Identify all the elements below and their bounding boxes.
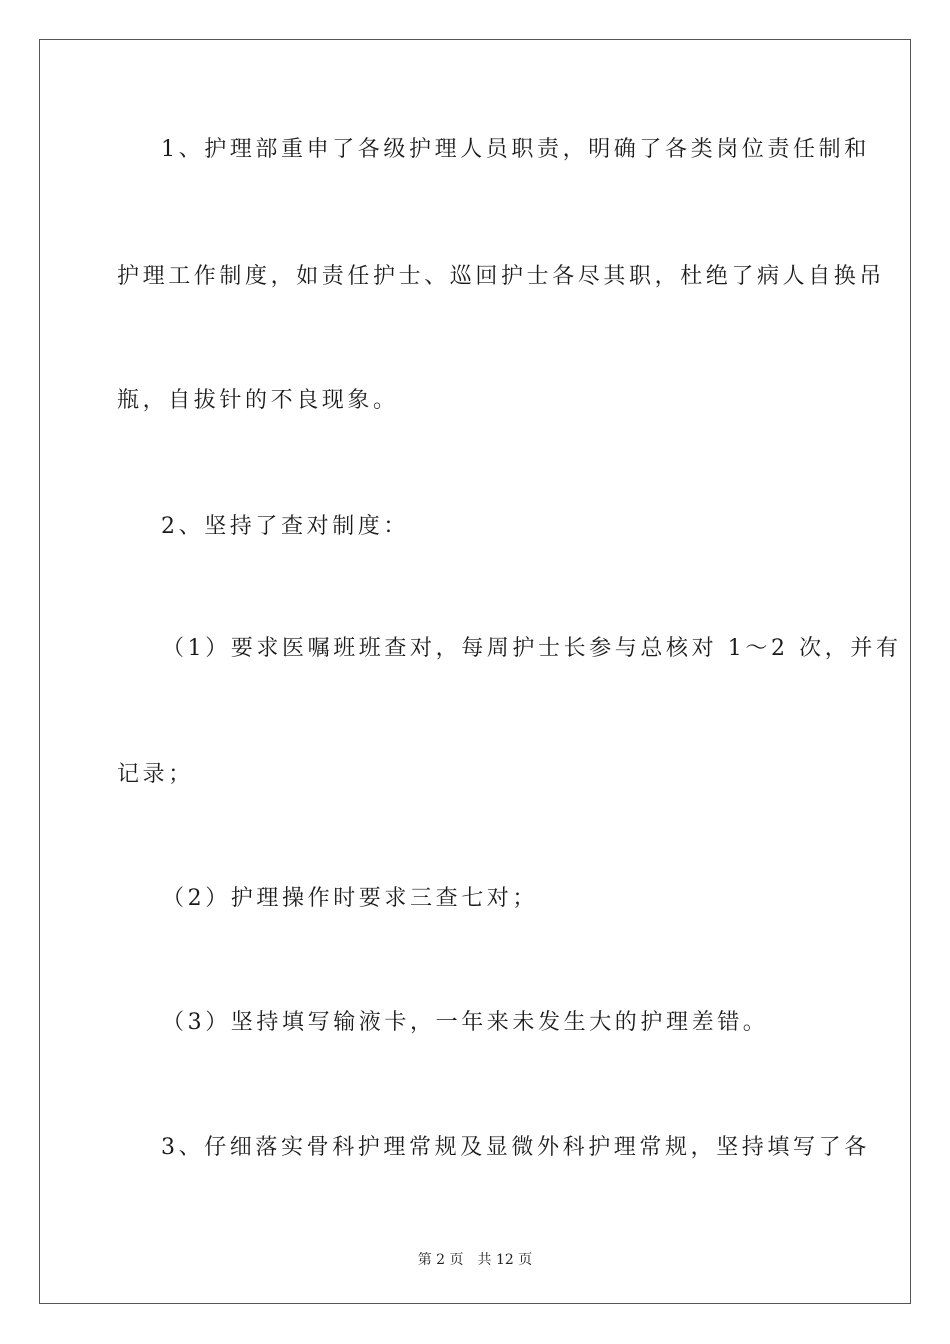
page-total: 共 12 页 (477, 1252, 533, 1268)
page-number: 第 2 页 (417, 1252, 464, 1268)
paragraph-1-line-3: 瓶，自拔针的不良现象。 (117, 388, 399, 413)
item-1-line-2: 记录； (117, 762, 194, 787)
item-3: （3）坚持填写输液卡，一年来未发生大的护理差错。 (162, 1010, 769, 1035)
item-2: （2）护理操作时要求三查七对； (162, 886, 538, 911)
paragraph-1-line-2: 护理工作制度，如责任护士、巡回护士各尽其职，杜绝了病人自换吊 (117, 264, 886, 289)
paragraph-3-line-1: 3、仔细落实骨科护理常规及显微外科护理常规，坚持填写了各 (161, 1135, 870, 1160)
page-footer (0, 1249, 950, 1269)
paragraph-1-line-1: 1、护理部重申了各级护理人员职责，明确了各类岗位责任制和 (161, 137, 870, 162)
page-frame (39, 39, 911, 1304)
paragraph-2-heading: 2、坚持了查对制度： (161, 514, 409, 539)
item-1-line-1: （1）要求医嘱班班查对，每周护士长参与总核对 1～2 次，并有 (162, 636, 902, 661)
